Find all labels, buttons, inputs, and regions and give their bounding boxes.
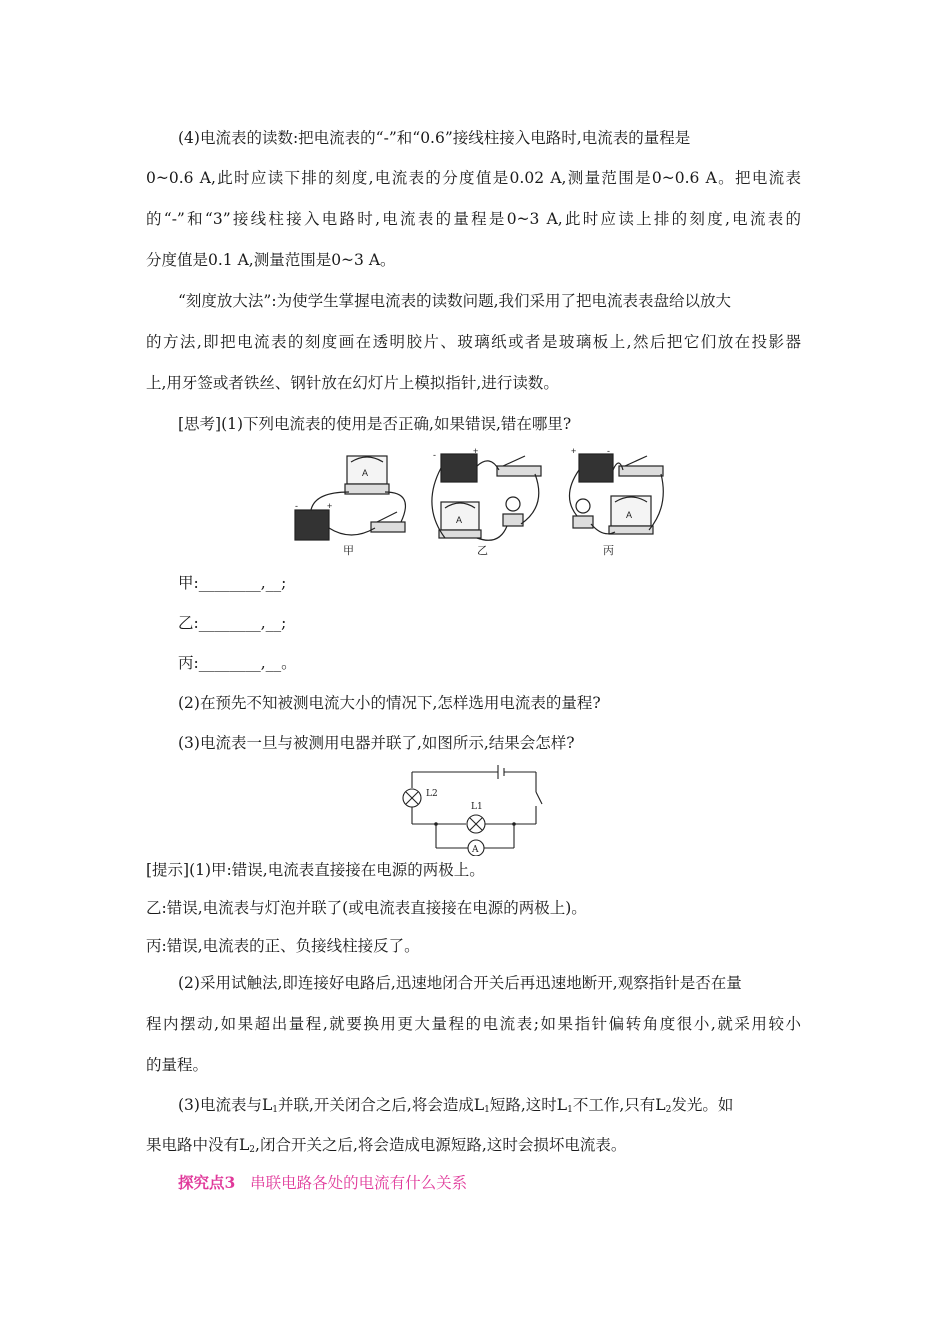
blank-yi: 乙:________,__; bbox=[178, 614, 287, 632]
ammeter-letter: A bbox=[472, 845, 479, 855]
meter-letter-jia: A bbox=[362, 468, 369, 478]
minus-yi: - bbox=[433, 450, 436, 460]
lamp-l1-label: L1 bbox=[471, 802, 483, 812]
battery-jia bbox=[295, 510, 329, 540]
blank-bing: 丙:________,__。 bbox=[178, 654, 297, 672]
switch-yi bbox=[497, 466, 541, 476]
caption-yi: 乙 bbox=[477, 544, 488, 557]
question-3: (3)电流表一旦与被测用电器并联了,如图所示,结果会怎样? bbox=[178, 734, 575, 752]
bulb-bing bbox=[576, 499, 590, 513]
question-2: (2)在预先不知被测电流大小的情况下,怎样选用电流表的量程? bbox=[178, 694, 601, 712]
scale-para-line3: 上,用牙签或者铁丝、钢针放在幻灯片上模拟指针,进行读数。 bbox=[146, 374, 559, 392]
lamp-l2-label: L2 bbox=[426, 789, 438, 799]
battery-yi bbox=[441, 454, 477, 482]
meter-letter-bing: A bbox=[626, 510, 633, 520]
think-question: [思考](1)下列电流表的使用是否正确,如果错误,错在哪里? bbox=[178, 415, 572, 433]
section-heading: 探究点3 串联电路各处的电流有什么关系 bbox=[178, 1173, 468, 1192]
para4-line2: 0~0.6 A,此时应读下排的刻度,电流表的分度值是0.02 A,测量范围是0~0.6 A。把电流表 bbox=[146, 169, 801, 187]
battery-bing bbox=[579, 454, 613, 482]
blank-jia: 甲:________,__; bbox=[178, 574, 287, 592]
hint-yi: 乙:错误,电流表与灯泡并联了(或电流表直接接在电源的两极上)。 bbox=[146, 899, 587, 917]
para4-line4: 分度值是0.1 A,测量范围是0~3 A。 bbox=[146, 251, 396, 269]
switch-bing bbox=[619, 466, 663, 476]
hint-1: [提示](1)甲:错误,电流表直接接在电源的两极上。 bbox=[146, 861, 485, 879]
bulb-yi bbox=[506, 497, 520, 511]
minus-jia: - bbox=[295, 501, 298, 511]
scale-para-line2: 的方法,即把电流表的刻度画在透明胶片、玻璃纸或者是玻璃板上,然后把它们放在投影器 bbox=[146, 333, 801, 351]
switch-icon bbox=[536, 792, 542, 804]
answer3-line1: (3)电流表与$L_1$并联,开关闭合之后,将会造成$L_1$短路,这时$L_1$不工作,只有$L_2$发光。如 bbox=[178, 1096, 734, 1115]
meter-letter-yi: A bbox=[456, 515, 463, 525]
answer3-line2: 果电路中没有$L_2$,闭合开关之后,将会造成电源短路,这时会损坏电流表。 bbox=[146, 1136, 627, 1155]
parallel-ammeter-circuit bbox=[400, 760, 560, 856]
switch-jia bbox=[371, 522, 405, 532]
answer2-line3: 的量程。 bbox=[146, 1056, 209, 1074]
para4-line3: 的“-”和“3”接线柱接入电路时,电流表的量程是0~3 A,此时应读上排的刻度,电流表的 bbox=[146, 210, 801, 228]
plus-jia: + bbox=[327, 501, 333, 511]
caption-jia: 甲 bbox=[343, 544, 354, 557]
plus-bing: + bbox=[571, 446, 577, 456]
caption-bing: 丙 bbox=[603, 544, 614, 557]
para4-line1: (4)电流表的读数:把电流表的“-”和“0.6”接线柱接入电路时,电流表的量程是 bbox=[178, 129, 691, 147]
answer2-line1: (2)采用试触法,即连接好电路后,迅速地闭合开关后再迅速地断开,观察指针是否在量 bbox=[178, 974, 742, 992]
ammeter-circuits-figure bbox=[285, 446, 665, 558]
answer2-line2: 程内摆动,如果超出量程,就要换用更大量程的电流表;如果指针偏转角度很小,就采用较小 bbox=[146, 1015, 801, 1033]
scale-para-line1: “刻度放大法”:为使学生掌握电流表的读数问题,我们采用了把电流表表盘给以放大 bbox=[178, 292, 731, 310]
hint-bing: 丙:错误,电流表的正、负接线柱接反了。 bbox=[146, 937, 420, 955]
minus-bing: - bbox=[607, 446, 610, 456]
plus-yi: + bbox=[473, 446, 479, 456]
